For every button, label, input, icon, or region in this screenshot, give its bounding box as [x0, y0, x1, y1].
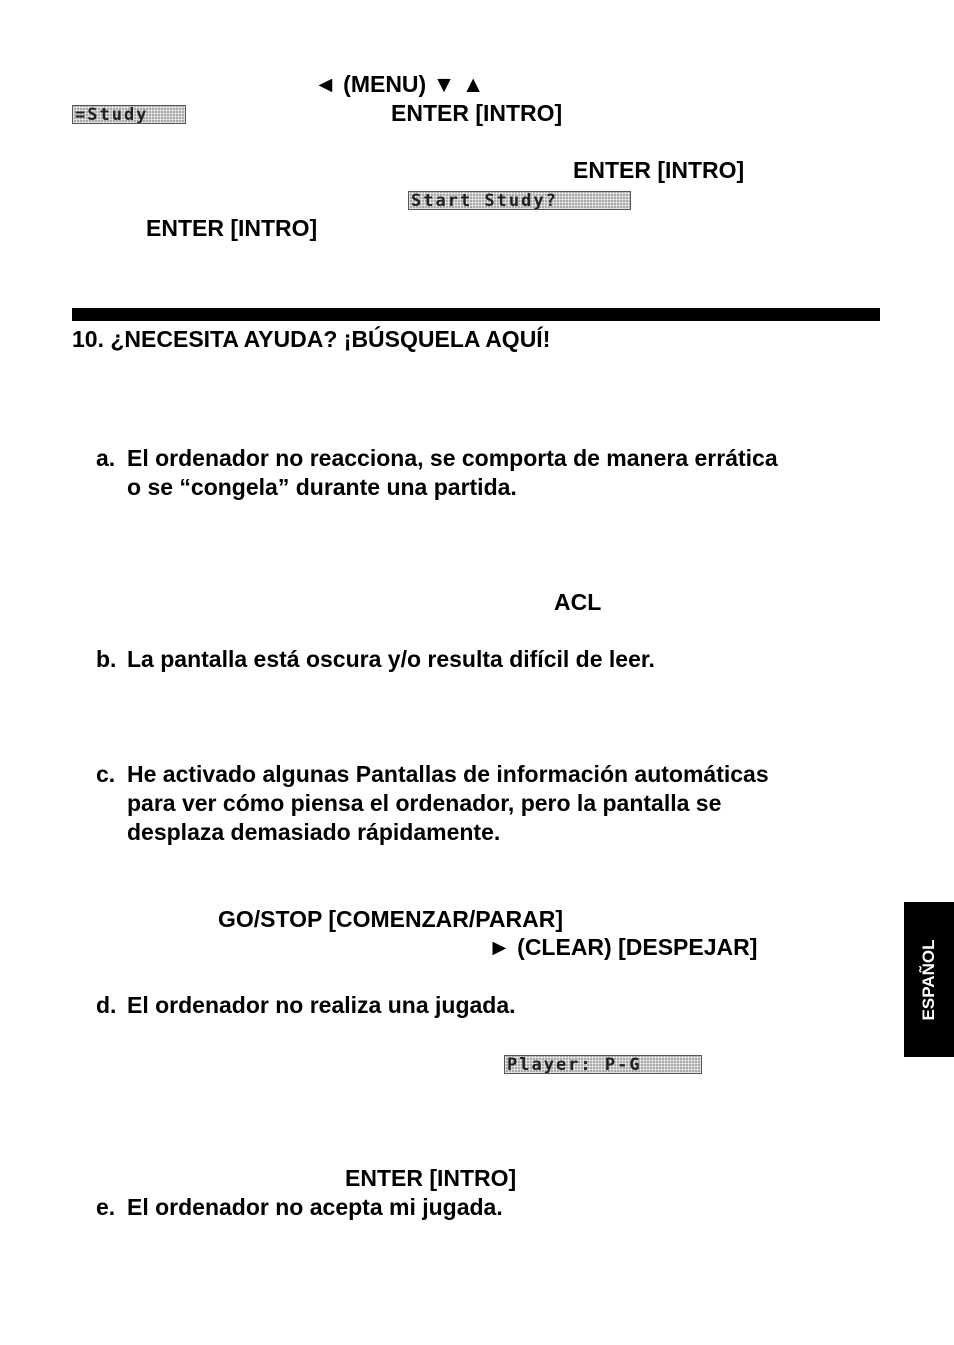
go-stop-key-label: GO/STOP [COMENZAR/PARAR] — [218, 906, 564, 932]
list-item-c — [96, 760, 876, 850]
language-side-tab — [904, 902, 954, 1057]
list-item-line: El ordenador no reacciona, se comporta de manera errática — [127, 445, 778, 471]
list-item-label: a. — [96, 445, 116, 471]
list-item-label: c. — [96, 761, 116, 787]
language-tab-label: ESPAÑOL — [919, 939, 938, 1020]
menu-keys-text: ◄ (MENU) ▼ ▲ — [314, 71, 485, 97]
enter-key-label-2: ENTER [INTRO] — [573, 157, 745, 183]
list-item-label: d. — [96, 992, 117, 1018]
list-item-e — [96, 1193, 876, 1223]
list-item-d — [96, 991, 876, 1021]
list-item-line: El ordenador no realiza una jugada. — [127, 992, 516, 1018]
acl-key-label: ACL — [554, 589, 602, 615]
enter-key-label-3: ENTER [INTRO] — [146, 215, 318, 241]
list-item-line: La pantalla está oscura y/o resulta difícil de leer. — [127, 646, 655, 672]
section-heading: 10. ¿NECESITA AYUDA? ¡BÚSQUELA AQUÍ! — [72, 326, 551, 352]
lcd-start-study-display: Start Study? — [408, 191, 631, 210]
section-divider — [72, 308, 880, 321]
list-item-line: El ordenador no acepta mi jugada. — [127, 1194, 503, 1220]
list-item-line: He activado algunas Pantallas de información automáticas — [127, 761, 769, 787]
lcd-player-display: Player: P-G — [504, 1055, 702, 1074]
list-item-label: b. — [96, 646, 117, 672]
list-item-line: desplaza demasiado rápidamente. — [127, 819, 501, 845]
enter-key-label-4: ENTER [INTRO] — [345, 1165, 517, 1191]
list-item-line: para ver cómo piensa el ordenador, pero la pantalla se — [127, 790, 722, 816]
clear-key-label: ► (CLEAR) [DESPEJAR] — [488, 934, 758, 960]
enter-key-label-1: ENTER [INTRO] — [391, 100, 563, 126]
list-item-a — [96, 444, 876, 504]
list-item-label: e. — [96, 1194, 116, 1220]
list-item-b — [96, 645, 876, 675]
list-item-line: o se “congela” durante una partida. — [127, 474, 517, 500]
lcd-study-display: =Study — [72, 105, 186, 124]
